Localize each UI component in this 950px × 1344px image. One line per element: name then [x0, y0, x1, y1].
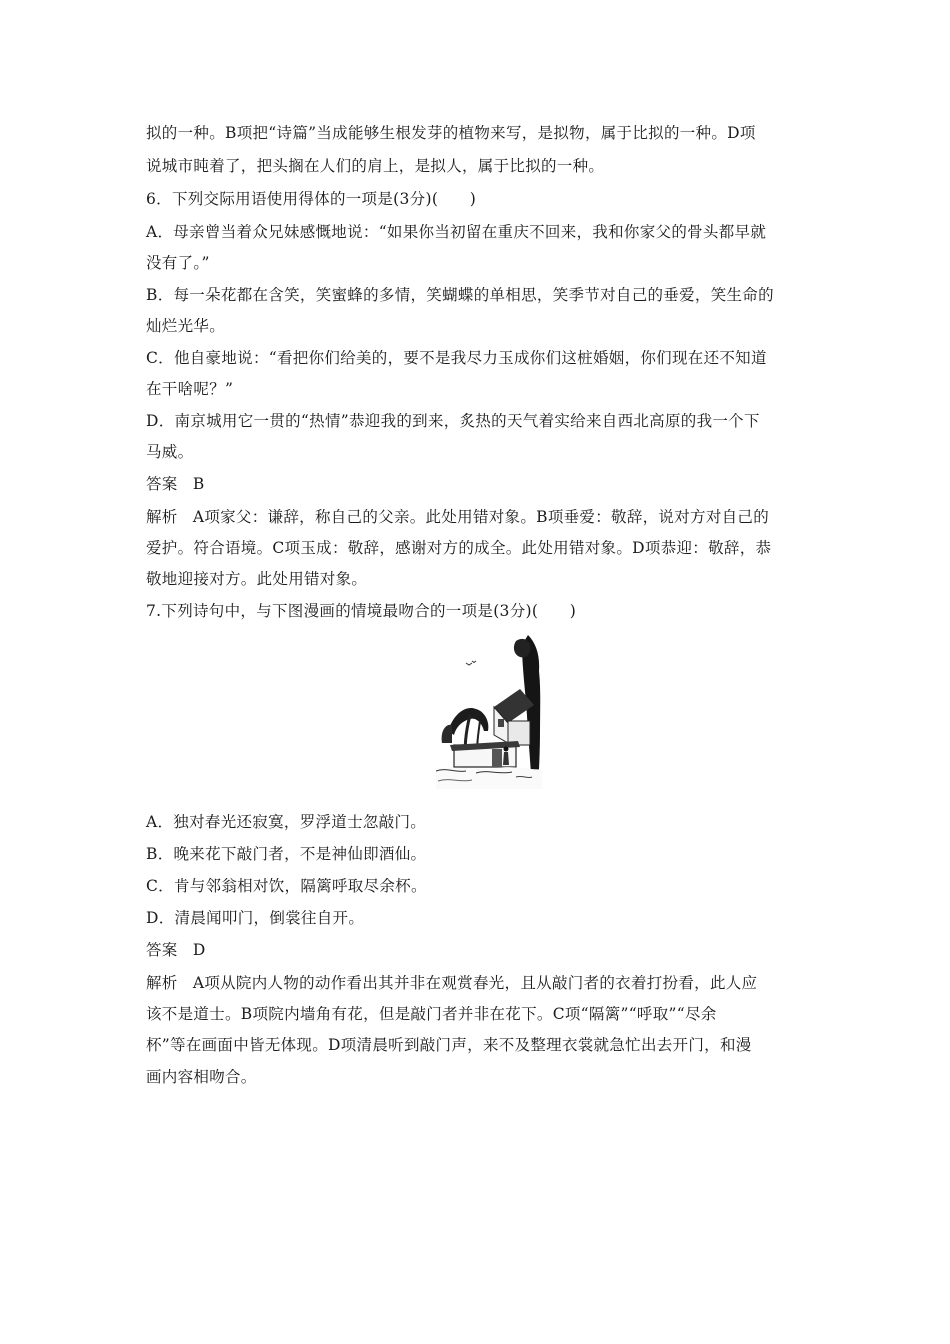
- q7-option-a: A．独对春光还寂寞，罗浮道士忽敲门。: [146, 813, 427, 831]
- analysis-label: 解析: [146, 508, 178, 526]
- answer-value: D: [192, 941, 206, 959]
- q6-option-c-line-2: 在干啥呢？”: [146, 380, 234, 398]
- analysis-label: 解析: [146, 974, 178, 992]
- q6-analysis-line-2: 爱护。符合语境。C项玉成：敬辞，感谢对方的成全。此处用错对象。D项恭迎：敬辞，恭: [146, 539, 772, 557]
- q6-option-b-line-2: 灿烂光华。: [146, 317, 226, 335]
- q6-option-a-line-1: A．母亲曾当着众兄妹感慨地说：“如果你当初留在重庆不回来，我和你家父的骨头都早就: [146, 223, 767, 241]
- q7-option-c: C．肯与邻翁相对饮，隔篱呼取尽余杯。: [146, 877, 427, 895]
- q6-analysis-line-1: [146, 506, 816, 528]
- analysis-text: A项家父：谦辞，称自己的父亲。此处用错对象。B项垂爱：敬辞，说对方对自己的: [192, 508, 770, 526]
- q6-option-d-line-2: 马威。: [146, 443, 194, 461]
- answer-label: 答案: [146, 475, 178, 493]
- analysis-text: A项从院内人物的动作看出其并非在观赏春光，且从敲门者的衣着打扮看，此人应: [192, 974, 758, 992]
- answer-value: B: [192, 475, 205, 493]
- question-7-stem: 7.下列诗句中，与下图漫画的情境最吻合的一项是(3分)( ): [146, 602, 577, 620]
- q6-option-c-line-1: C．他自豪地说：“看把你们给美的，要不是我尽力玉成你们这桩婚姻，你们现在还不知道: [146, 349, 767, 367]
- q7-analysis-line-2: 该不是道士。B项院内墙角有花，但是敲门者并非在花下。C项“隔篱”“呼取”“尽余: [146, 1005, 717, 1023]
- q6-option-b-line-1: B．每一朵花都在含笑，笑蜜蜂的多情，笑蝴蝶的单相思，笑季节对自己的垂爱，笑生命的: [146, 286, 774, 304]
- question-6-stem: 6．下列交际用语使用得体的一项是(3分)( ): [146, 190, 477, 208]
- q7-option-d: D．清晨闻叩门，倒裳往自开。: [146, 909, 365, 927]
- q6-answer: [146, 473, 816, 495]
- q7-analysis-line-4: 画内容相吻合。: [146, 1068, 257, 1086]
- q7-analysis-line-3: 杯”等在画面中皆无体现。D项清晨听到敲门声，来不及整理衣裳就急忙出去开门，和漫: [146, 1036, 752, 1054]
- ink-sketch-house-trees-icon: [436, 631, 542, 789]
- q6-option-a-line-2: 没有了。”: [146, 254, 210, 272]
- q6-option-d-line-1: D．南京城用它一贯的“热情”恭迎我的到来，炙热的天气着实给来自西北高原的我一个下: [146, 412, 760, 430]
- q7-analysis-line-1: [146, 972, 816, 994]
- q6-analysis-line-3: 敬地迎接对方。此处用错对象。: [146, 570, 368, 588]
- q7-option-b: B．晚来花下敲门者，不是神仙即酒仙。: [146, 845, 427, 863]
- intro-line-1: 拟的一种。B项把“诗篇”当成能够生根发芽的植物来写，是拟物，属于比拟的一种。D项: [146, 124, 756, 142]
- intro-line-2: 说城市盹着了，把头搁在人们的肩上，是拟人，属于比拟的一种。: [146, 157, 605, 175]
- answer-label: 答案: [146, 941, 178, 959]
- q7-answer: [146, 939, 816, 961]
